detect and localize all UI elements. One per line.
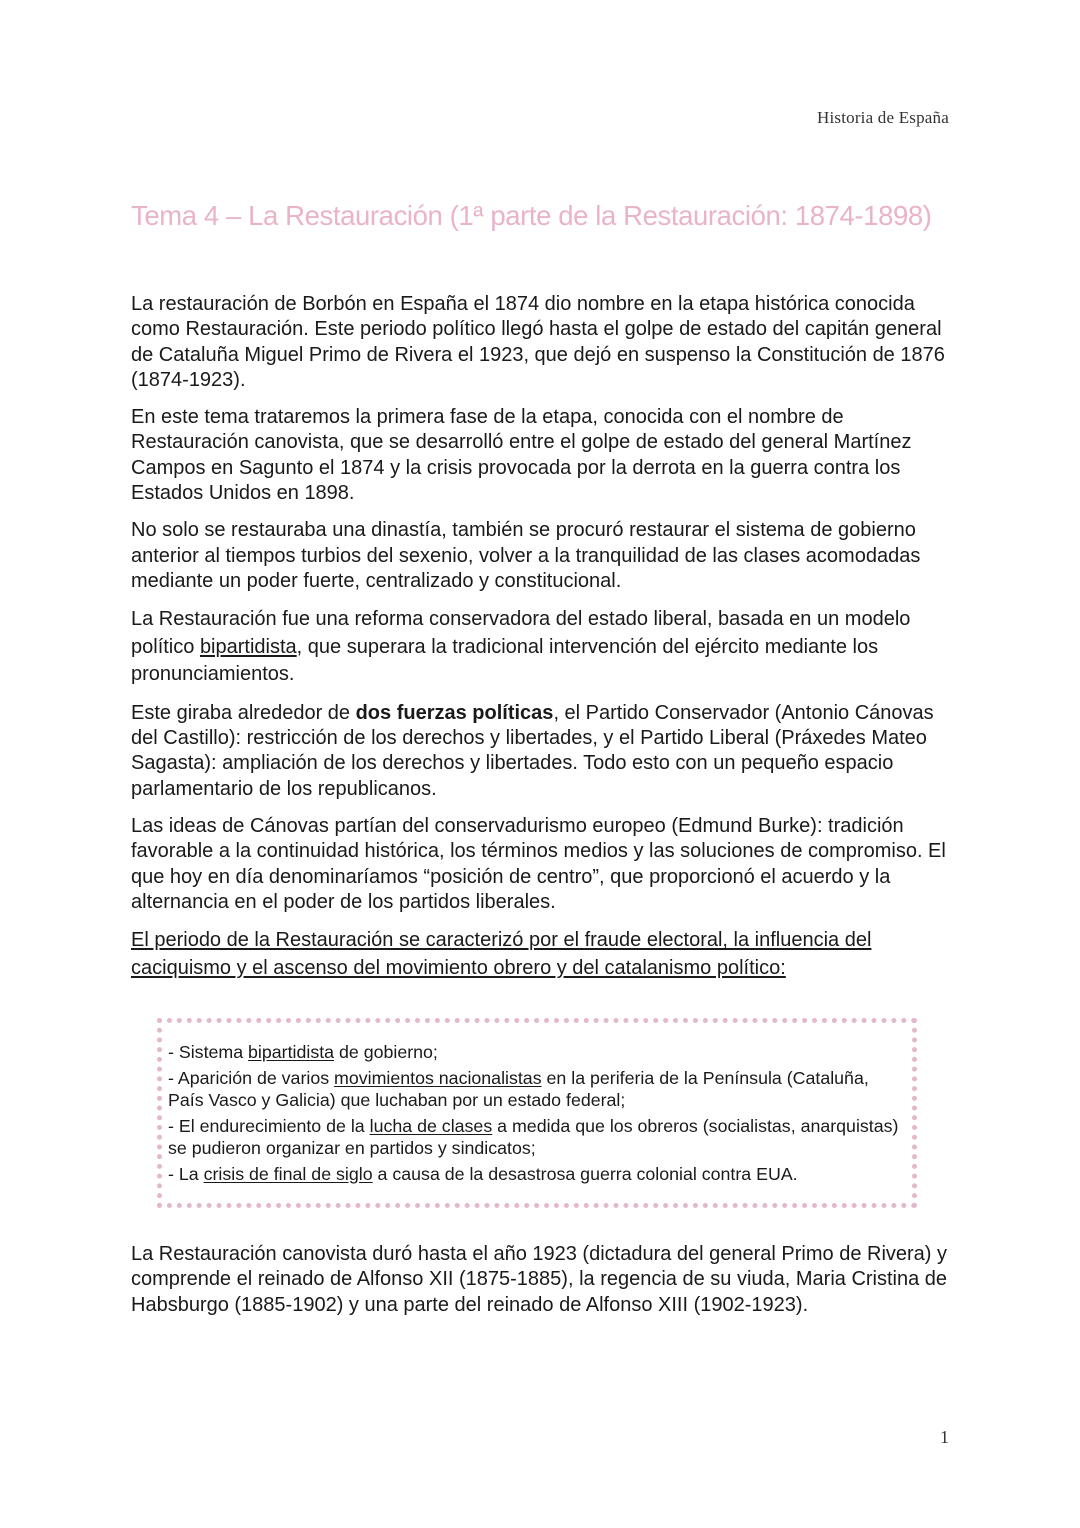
paragraph-characteristics: El periodo de la Restauración se caracterizó por el fraude electoral, la influencia del caciquismo y el ascenso del movimiento obrero y del catalanismo político: — [131, 929, 872, 979]
paragraph-duration: La Restauración canovista duró hasta el año 1923 (dictadura del general Primo de Rivera) y comprende el reinado de Alfonso XII (1875-1885), la regencia de su viuda, Maria Cristina de Habsburgo (1885-1902) y una parte del reinado de Alfonso XIII (1902-1923). — [131, 1243, 948, 1316]
paragraph-political-forces — [131, 701, 951, 802]
list-item — [168, 1163, 904, 1186]
underlined-term: lucha de clases — [369, 1115, 493, 1136]
characteristics-box — [157, 1018, 917, 1208]
text-run: Este giraba alrededor de — [131, 701, 356, 724]
bold-term: dos fuerzas políticas — [355, 701, 554, 724]
document-body — [131, 292, 951, 1330]
underlined-term: crisis de final de siglo — [203, 1163, 373, 1184]
text-run: - La — [168, 1163, 204, 1184]
underlined-term: bipartidista — [199, 635, 297, 658]
paragraph-restoration-goal: No solo se restauraba una dinastía, también se procuró restaurar el sistema de gobierno anterior al tiempos turbios del sexenio, volver a la tranquilidad de las clases acomodadas mediante un poder fuerte, centralizado y constitucional. — [131, 519, 921, 592]
text-run: - Sistema — [168, 1042, 249, 1063]
paragraph-intro: La restauración de Borbón en España el 1874 dio nombre en la etapa histórica conocida como Restauración. Este periodo político llegó hasta el golpe de estado del capitán general de Cataluña Miguel Primo de Rivera el 1923, que dejó en suspenso la Constitución de 1876 (1874-1923). — [131, 293, 945, 391]
text-run: - El endurecimiento de la — [168, 1115, 370, 1136]
underlined-term: movimientos nacionalistas — [334, 1067, 542, 1088]
paragraph-first-phase: En este tema trataremos la primera fase de la etapa, conocida con el nombre de Restauración canovista, que se desarrolló entre el golpe de estado del general Martínez Campos en Sagunto el 1874 y la crisis provocada por la derrota en la guerra contra los Estados Unidos en 1898. — [131, 406, 912, 505]
paragraph-canovas-ideas: Las ideas de Cánovas partían del conservadurismo europeo (Edmund Burke): tradición favorable a la continuidad histórica, los términos medios y las soluciones de compromiso. El que hoy en día denominaríamos “posición de centro”, que proporcionó el acuerdo y la alternancia en el poder de los partidos liberales. — [131, 814, 946, 913]
text-run: a causa de la desastrosa guerra colonial contra EUA. — [372, 1163, 798, 1184]
list-item — [168, 1067, 904, 1112]
text-run: La Restauración fue una reforma conservadora del estado liberal, basada en un modelo político — [131, 608, 911, 658]
page-title: Tema 4 – La Restauración (1ª parte de la Restauración: 1874-1898) — [131, 200, 932, 231]
running-header: Historia de España — [816, 108, 949, 127]
list-item — [168, 1041, 904, 1064]
text-run: a medida que los obreros (socialistas, anarquistas) se pudieron organizar en partidos y sindicatos; — [168, 1115, 899, 1159]
page-number: 1 — [940, 1427, 949, 1447]
text-run: , el Partido Conservador (Antonio Cánovas del Castillo): restricción de los derechos y libertades, y el Partido Liberal (Práxedes Mateo Sagasta): ampliación de los derechos y libertades. Todo esto con un pequeño espacio parlamentario de los republicanos. — [131, 701, 934, 800]
text-run: , que superara la tradicional intervención del ejército mediante los pronunciamientos. — [131, 635, 879, 686]
text-run: en la periferia de la Península (Cataluña, País Vasco y Galicia) que luchaban por un estado federal; — [168, 1067, 869, 1111]
text-run: - Aparición de varios — [168, 1067, 335, 1088]
list-item — [168, 1115, 904, 1160]
text-run: de gobierno; — [334, 1042, 438, 1063]
underlined-term: bipartidista — [248, 1042, 335, 1063]
paragraph-reform — [131, 606, 951, 689]
